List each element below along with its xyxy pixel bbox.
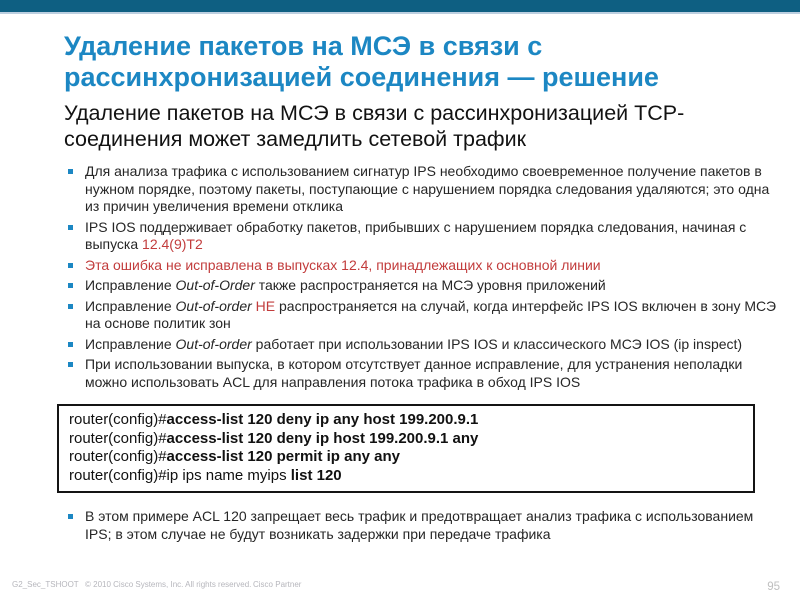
- bullet-text: При использовании выпуска, в котором отсутствует данное исправление, для устранения неполадки можно использовать ACL для направления потока трафика в обход IPS IOS: [85, 356, 743, 390]
- footer-deck-code: G2_Sec_TSHOOT: [12, 580, 79, 589]
- bullet-text: Исправление Out-of-order НЕ распространяется на случай, когда интерфейс IPS IOS включен в зону МСЭ на основе политик зон: [85, 297, 777, 331]
- summary-bullet-list: [64, 508, 782, 543]
- list-item: [64, 356, 782, 391]
- bullet-text: В этом примере ACL 120 запрещает весь трафик и предотвращает анализ трафика с использованием IPS; в этом случае не будут возникать задержки при передаче трафика: [85, 508, 754, 542]
- bullet-icon: [68, 225, 73, 230]
- page-number: 95: [767, 581, 780, 593]
- bullet-text: Эта ошибка не исправлена в выпусках 12.4, принадлежащих к основной линии: [85, 256, 601, 273]
- bullet-icon: [68, 342, 73, 347]
- list-item: [64, 336, 782, 354]
- slide-content: [0, 14, 800, 543]
- bullet-icon: [68, 514, 73, 519]
- header-bar: [0, 0, 800, 14]
- slide-subtitle: Удаление пакетов на МСЭ в связи с рассинхронизацией TCP-соединения может замедлить сетевой трафик: [64, 101, 685, 151]
- list-item: [64, 257, 782, 275]
- list-item: [64, 163, 782, 216]
- code-box: [57, 404, 755, 493]
- list-item: [64, 298, 782, 333]
- slide-title: Удаление пакетов на МСЭ в связи с рассинхронизацией соединения — решение: [64, 31, 659, 92]
- bullet-text: IPS IOS поддерживает обработку пакетов, прибывших с нарушением порядка следования, начиная с выпуска 12.4(9)T2: [85, 218, 747, 252]
- slide-footer: [0, 580, 800, 594]
- footer-copyright: © 2010 Cisco Systems, Inc. All rights reserved.: [85, 580, 252, 589]
- bullet-icon: [68, 169, 73, 174]
- code-line: router(config)#access-list 120 deny ip host 199.200.9.1 any: [69, 429, 479, 447]
- bullet-list: [64, 163, 782, 391]
- bullet-text: Исправление Out-of-order работает при использовании IPS IOS и классического МСЭ IOS (ip inspect): [85, 335, 743, 352]
- list-item: [64, 219, 782, 254]
- footer-partner: Cisco Partner: [253, 580, 302, 589]
- bullet-icon: [68, 304, 73, 309]
- list-item: [64, 508, 782, 543]
- bullet-text: Исправление Out-of-Order также распространяется на МСЭ уровня приложений: [85, 277, 606, 293]
- code-line: router(config)#access-list 120 deny ip any host 199.200.9.1: [69, 411, 479, 428]
- code-line: router(config)#access-list 120 permit ip any any: [69, 448, 400, 465]
- code-line: router(config)#ip ips name myips list 120: [69, 466, 342, 484]
- bullet-icon: [68, 263, 73, 268]
- bullet-text: Для анализа трафика с использованием сигнатур IPS необходимо своевременное получение пакетов в нужном порядке, поэтому пакеты, поступающие с нарушением порядка следования удаляются; это одна из причин увеличения времени отклика: [85, 163, 770, 214]
- bullet-icon: [68, 283, 73, 288]
- list-item: [64, 277, 782, 295]
- bullet-icon: [68, 362, 73, 367]
